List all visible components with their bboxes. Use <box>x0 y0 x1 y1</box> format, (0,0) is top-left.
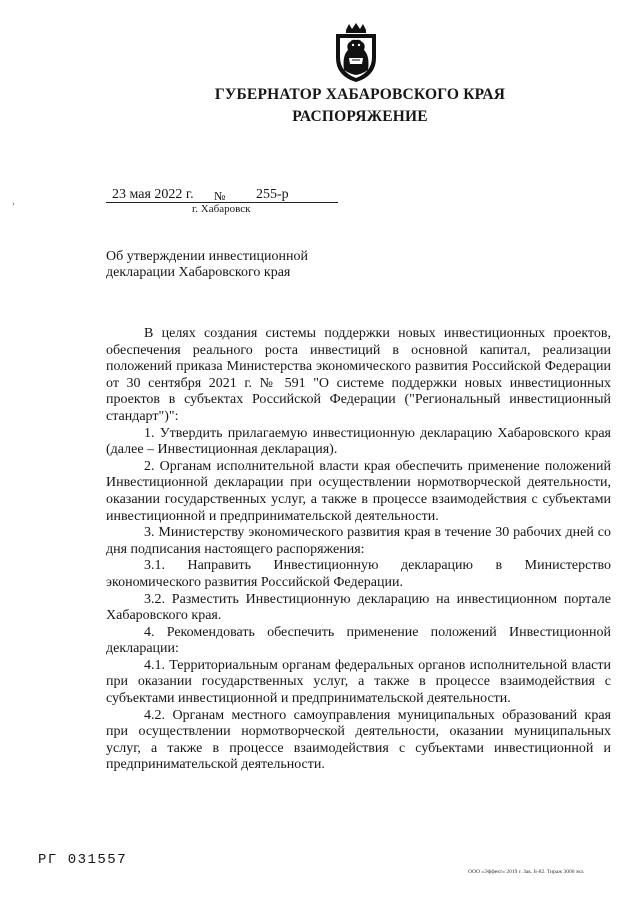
document-body <box>106 326 611 774</box>
document-subject: Об утверждении инвестиционной декларации Хабаровского края <box>106 249 308 280</box>
margin-tick: › <box>12 199 15 208</box>
clause-1: 1. Утвердить прилагаемую инвестиционную декларацию Хабаровского края (далее – Инвестиционная декларация). <box>106 425 611 458</box>
authority-title: ГУБЕРНАТОР ХАБАРОВСКОГО КРАЯ <box>214 86 506 103</box>
document-number: 255-р <box>256 187 289 202</box>
clause-2: 2. Органам исполнительной власти края обеспечить применение положений Инвестиционной декларации при осуществлении нормотворческой деятельности, оказании государственных услуг, а также в процессе взаимодействия с субъектами инвестиционной и предпринимательской деятельности. <box>106 458 611 524</box>
printer-imprint: ООО «Эффект» 2019 г. Зак. Б-82. Тираж 3000 экз. <box>468 869 585 875</box>
clause-3-1: 3.1. Направить Инвестиционную декларацию в Министерство экономического развития Российской Федерации. <box>106 558 611 590</box>
document-type-title: РАСПОРЯЖЕНИЕ <box>292 108 428 125</box>
clause-4: 4. Рекомендовать обеспечить применение положений Инвестиционной декларации: <box>106 624 611 657</box>
form-serial-number: РГ 031557 <box>38 852 128 868</box>
issue-city: г. Хабаровск <box>192 203 251 215</box>
preamble-paragraph: В целях создания системы поддержки новых инвестиционных проектов, обеспечения реального роста инвестиций в основной капитал, реализации положений приказа Министерства экономического развития Российской Федерации от 30 сентября 2021 г. № 591 "О системе поддержки новых инвестиционных проектов в субъектах Российской Федерации ("Региональный инвестиционный стандарт")": <box>106 326 611 424</box>
document-date: 23 мая 2022 г. <box>112 187 194 202</box>
coat-of-arms-icon <box>332 22 380 84</box>
clause-3: 3. Министерству экономического развития края в течение 30 рабочих дней со дня подписания настоящего распоряжения: <box>106 525 611 557</box>
number-sign: № <box>214 189 226 203</box>
clause-3-2: 3.2. Разместить Инвестиционную декларацию на инвестиционном портале Хабаровского края. <box>106 591 611 624</box>
clause-4-1: 4.1. Территориальным органам федеральных органов исполнительной власти при оказании государственных услуг, а также в процессе взаимодействия с субъектами инвестиционной и предпринимательской деятельности. <box>106 657 611 707</box>
clause-4-2: 4.2. Органам местного самоуправления муниципальных образований края при осуществлении нормотворческой деятельности, оказании муниципальных услуг, а также в процессе взаимодействия с субъектами инвестиционной и предпринимательской деятельности. <box>106 707 611 773</box>
